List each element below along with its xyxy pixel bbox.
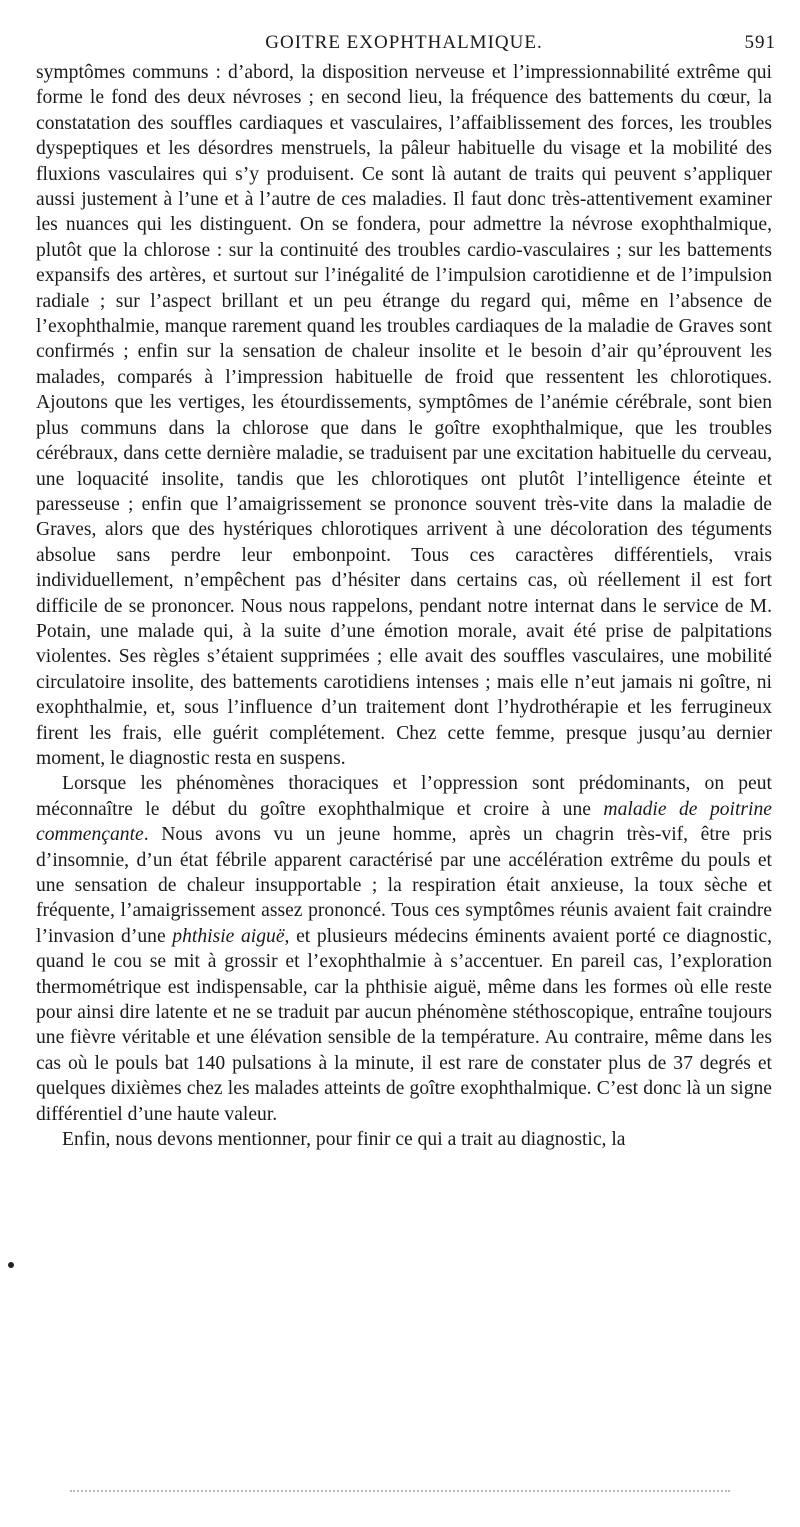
paragraph-continuation: symptômes communs : d’abord, la disposition nerveuse et l’impressionnabilité extrême qui forme le fond des deux névroses ; en second lieu, la fréquence des battements du cœur, la constatation des souffles cardiaques et vasculaires, l’affaiblissement des forces, les troubles dyspeptiques et les désordres menstruels, la pâleur habituelle du visage et la mobilité des fluxions vasculaires qui s’y produisent. Ce sont là autant de traits qui peuvent s’appliquer aussi justement à l’une et à l’autre de ces maladies. Il faut donc très-attentivement examiner les nuances qui les distinguent. On se fondera, pour admettre la névrose exophthalmique, plutôt que la chlorose : sur la continuité des troubles cardio-vasculaires ; sur les battements expansifs des artères, et surtout sur l’inégalité de l’impulsion carotidienne et de l’impulsion radiale ; sur l’aspect brillant et un peu étrange du regard qui, même en l’absence de l’exophthalmie, manque rarement quand les troubles cardiaques de la maladie de Graves sont confirmés ; enfin sur la sensation de chaleur insolite et le besoin d’air qu’éprouvent les malades, comparés à l’impression habituelle de froid que ressentent les chlorotiques. Ajoutons que les vertiges, les étourdissements, symptômes de l’anémie cérébrale, sont bien plus communs dans la chlorose que dans le goître exophthalmique, que les troubles cérébraux, dans cette dernière maladie, se traduisent par une excitation habituelle du cerveau, une loquacité insolite, tandis que les chlorotiques ont plutôt l’intelligence éteinte et paresseuse ; enfin que l’amaigrissement se prononce souvent très-vite dans la maladie de Graves, alors que des hystériques chlorotiques arrivent à une décoloration des téguments absolue sans perdre leur embonpoint. Tous ces caractères différentiels, vrais individuellement, n’empêchent pas d’hésiter dans certains cas, où réellement il est fort difficile de se prononcer. Nous nous rappelons, pendant notre internat dans le service de M. Potain, une malade qui, à la suite d’une émotion morale, avait été prise de palpitations violentes. Ses règles s’étaient supprimées ; elle avait des souffles vasculaires, une mobilité circulatoire insolite, des battements carotidiens intenses ; mais elle n’eut jamais ni goître, ni exophthalmie, et, sous l’influence d’un traitement dont l’hydrothérapie et les ferrugineux firent les frais, elle guérit complétement. Chez cette femme, presque jusqu’au dernier moment, le diagnostic resta en suspens. — [36, 62, 772, 769]
running-title: GOITRE EXOPHTHALMIQUE. — [265, 32, 543, 53]
paragraph-text: , et plusieurs médecins éminents avaient porté ce diagnostic, quand le cou se mit à grossir et l’exophthalmie à s’accentuer. En pareil cas, l’exploration thermométrique est indispensable, car la phthisie aiguë, même dans les formes où elle reste pour ainsi dire latente et ne se traduit par aucun phénomène stéthoscopique, entraîne toujours une fièvre véritable et une élévation sensible de la température. Au contraire, même dans les cas où le pouls bat 140 pulsations à la minute, il est rare de constater plus de 37 degrés et quelques dixièmes chez les malades atteints de goître exophthalmique. C’est donc là un signe différentiel d’une haute valeur. — [36, 925, 772, 1125]
footer-dotted-rule — [70, 1490, 730, 1492]
italic-term: maladie de poitrine commençante — [36, 798, 772, 846]
paragraph-thoracic-symptoms — [36, 771, 772, 1127]
paragraph-final: Enfin, nous devons mentionner, pour finir ce qui a trait au diagnostic, la — [62, 1129, 626, 1151]
running-head — [36, 30, 776, 60]
body-text — [36, 60, 772, 1152]
paragraph-text: . Nous avons vu un jeune homme, après un chagrin très-vif, être pris d’insomnie, d’un état fébrile apparent caractérisé par une accélération extrême du pouls et une sensation de chaleur insupportable ; la respiration était anxieuse, la toux sèche et fréquente, l’amaigrissement assez prononcé. Tous ces symptômes réunis avaient fait craindre l’invasion d’une — [36, 824, 772, 947]
book-page — [36, 30, 776, 1152]
page-number: 591 — [744, 32, 776, 53]
paragraph-text: Lorsque les phénomènes thoraciques et l’oppression sont prédominants, on peut méconnaître le début du goître exophthalmique et croire à une — [36, 773, 772, 820]
margin-mark — [8, 1262, 14, 1268]
italic-term: phthisie aiguë — [172, 925, 285, 947]
